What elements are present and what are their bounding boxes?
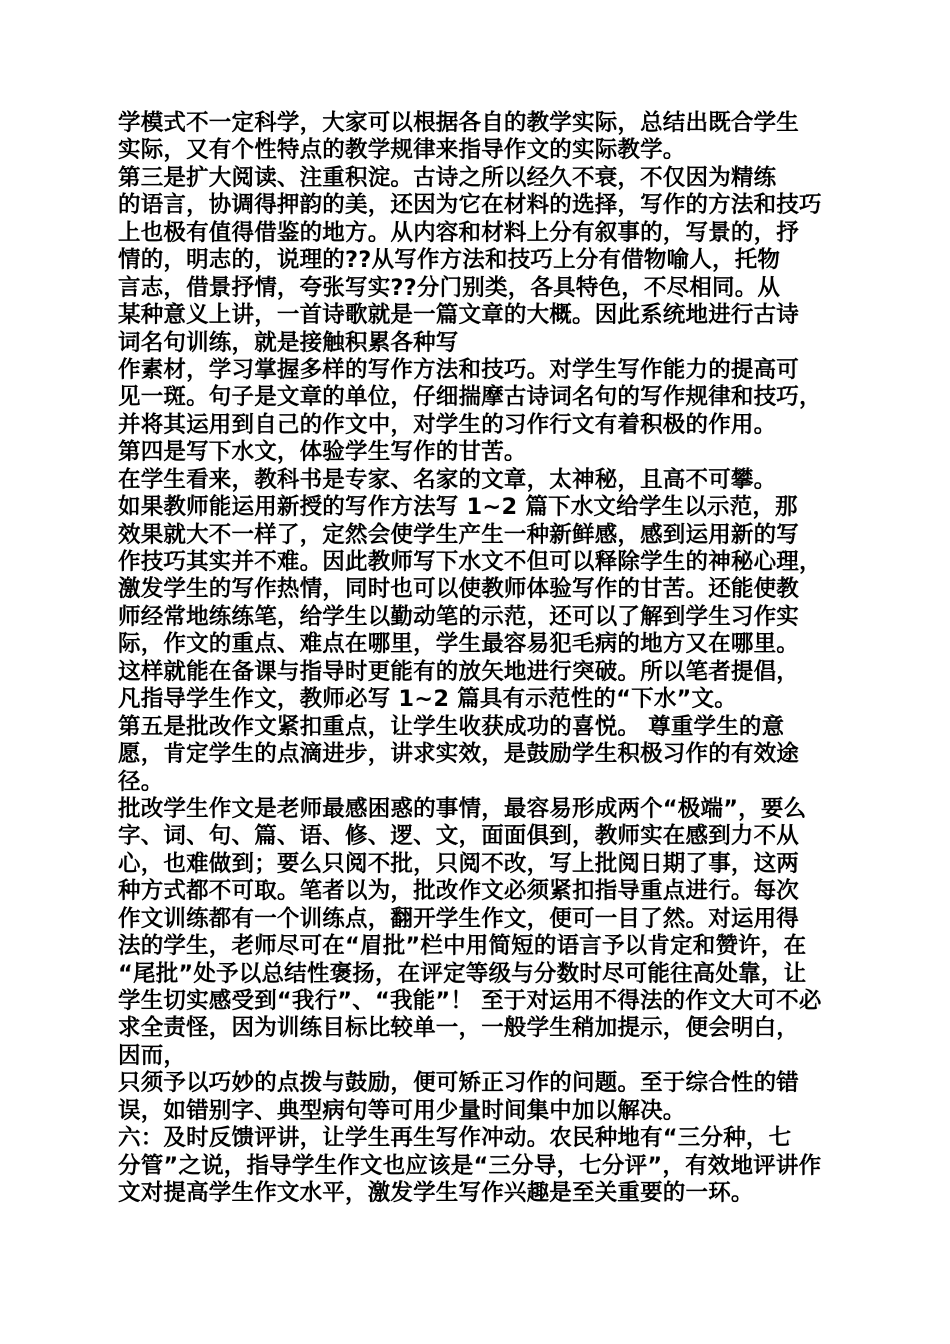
text-line: 并将其运用到自己的作文中，对学生的习作行文有着积极的作用。 <box>118 411 777 438</box>
body-text <box>118 110 848 1208</box>
text-line: 第四是写下水文，体验学生写作的甘苦。 <box>118 439 527 466</box>
text-line: 上也极有值得借鉴的地方。从内容和材料上分有叙事的，写景的，抒 <box>118 219 800 246</box>
text-line: 如果教师能运用新授的写作方法写 1~2 篇下水文给学生以示范，那 <box>118 494 798 521</box>
text-line: 激发学生的写作热情，同时也可以使教师体验写作的甘苦。还能使教 <box>118 576 800 603</box>
text-line: 愿，肯定学生的点滴进步，讲求实效，是鼓励学生积极习作的有效途 <box>118 741 800 768</box>
text-line: 只须予以巧妙的点拨与鼓励，便可矫正习作的问题。至于综合性的错 <box>118 1070 800 1097</box>
text-line: 作技巧其实并不难。因此教师写下水文不但可以释除学生的神秘心理， <box>118 549 822 575</box>
text-line: 学模式不一定科学，大家可以根据各自的教学实际，总结出既合学生 <box>118 110 800 136</box>
text-line: 分管”之说，指导学生作文也应该是“三分导，七分评”，有效地评讲作 <box>118 1152 822 1179</box>
text-line: 词名句训练，就是接触积累各种写 <box>118 329 459 356</box>
text-line: 法的学生，老师尽可在“眉批”栏中用简短的语言予以肯定和赞许，在 <box>118 933 807 960</box>
text-line: 学生切实感受到“我行”、“我能”！ 至于对运用不得法的作文大可不必 <box>118 988 822 1014</box>
text-line: 在学生看来，教科书是专家、名家的文章，太神秘，且高不可攀。 <box>118 466 777 493</box>
text-line: 际，作文的重点、难点在哪里，学生最容易犯毛病的地方又在哪里。 <box>118 631 800 658</box>
text-line: 文对提高学生作文水平，激发学生写作兴趣是至关重要的一环。 <box>118 1180 754 1207</box>
text-line: 言志，借景抒情，夸张写实??分门别类，各具特色，不尽相同。从 <box>118 274 781 301</box>
text-line: 六：及时反馈评讲，让学生再生写作冲动。农民种地有“三分种，七 <box>118 1125 792 1152</box>
text-line: 求全责怪，因为训练目标比较单一，一般学生稍加提示，便会明白， <box>118 1015 800 1042</box>
text-line: 种方式都不可取。笔者以为，批改作文必须紧扣指导重点进行。每次 <box>118 878 800 905</box>
text-line: 凡指导学生作文，教师必写 1~2 篇具有示范性的“下水”文。 <box>118 686 737 713</box>
text-line: 的语言，协调得押韵的美，还因为它在材料的选择，写作的方法和技巧 <box>118 192 822 219</box>
text-line: 情的，明志的，说理的??从写作方法和技巧上分有借物喻人，托物 <box>118 247 781 274</box>
text-line: “尾批”处予以总结性褒扬，在评定等级与分数时尽可能往高处靠，让 <box>118 960 807 987</box>
text-line: 某种意义上讲，一首诗歌就是一篇文章的大概。因此系统地进行古诗 <box>118 302 800 329</box>
text-line: 见一斑。句子是文章的单位，仔细揣摩古诗词名句的写作规律和技巧， <box>118 384 822 411</box>
text-line: 径。 <box>118 768 164 795</box>
text-line: 师经常地练练笔，给学生以勤动笔的示范，还可以了解到学生习作实 <box>118 603 800 630</box>
text-line: 误，如错别字、典型病句等可用少量时间集中加以解决。 <box>118 1097 686 1124</box>
text-line: 效果就大不一样了，定然会使学生产生一种新鲜感，感到运用新的写 <box>118 521 800 548</box>
text-line: 心，也难做到；要么只阅不批，只阅不改，写上批阅日期了事，这两 <box>118 850 800 877</box>
text-line: 第三是扩大阅读、注重积淀。古诗之所以经久不衰，不仅因为精练 <box>118 164 777 191</box>
text-line: 批改学生作文是老师最感困惑的事情，最容易形成两个“极端”，要么 <box>118 795 807 822</box>
text-line: 这样就能在备课与指导时更能有的放矢地进行突破。所以笔者提倡， <box>118 658 800 685</box>
text-line: 实际，又有个性特点的教学规律来指导作文的实际教学。 <box>118 137 686 164</box>
text-line: 因而， <box>118 1042 187 1069</box>
text-line: 作素材，学习掌握多样的写作方法和技巧。对学生写作能力的提高可 <box>118 356 800 383</box>
text-line: 第五是批改作文紧扣重点，让学生收获成功的喜悦。 尊重学生的意 <box>118 713 785 740</box>
text-line: 作文训练都有一个训练点，翻开学生作文，便可一目了然。对运用得 <box>118 905 800 932</box>
text-line: 字、词、句、篇、语、修、逻、文，面面俱到，教师实在感到力不从 <box>118 823 800 850</box>
